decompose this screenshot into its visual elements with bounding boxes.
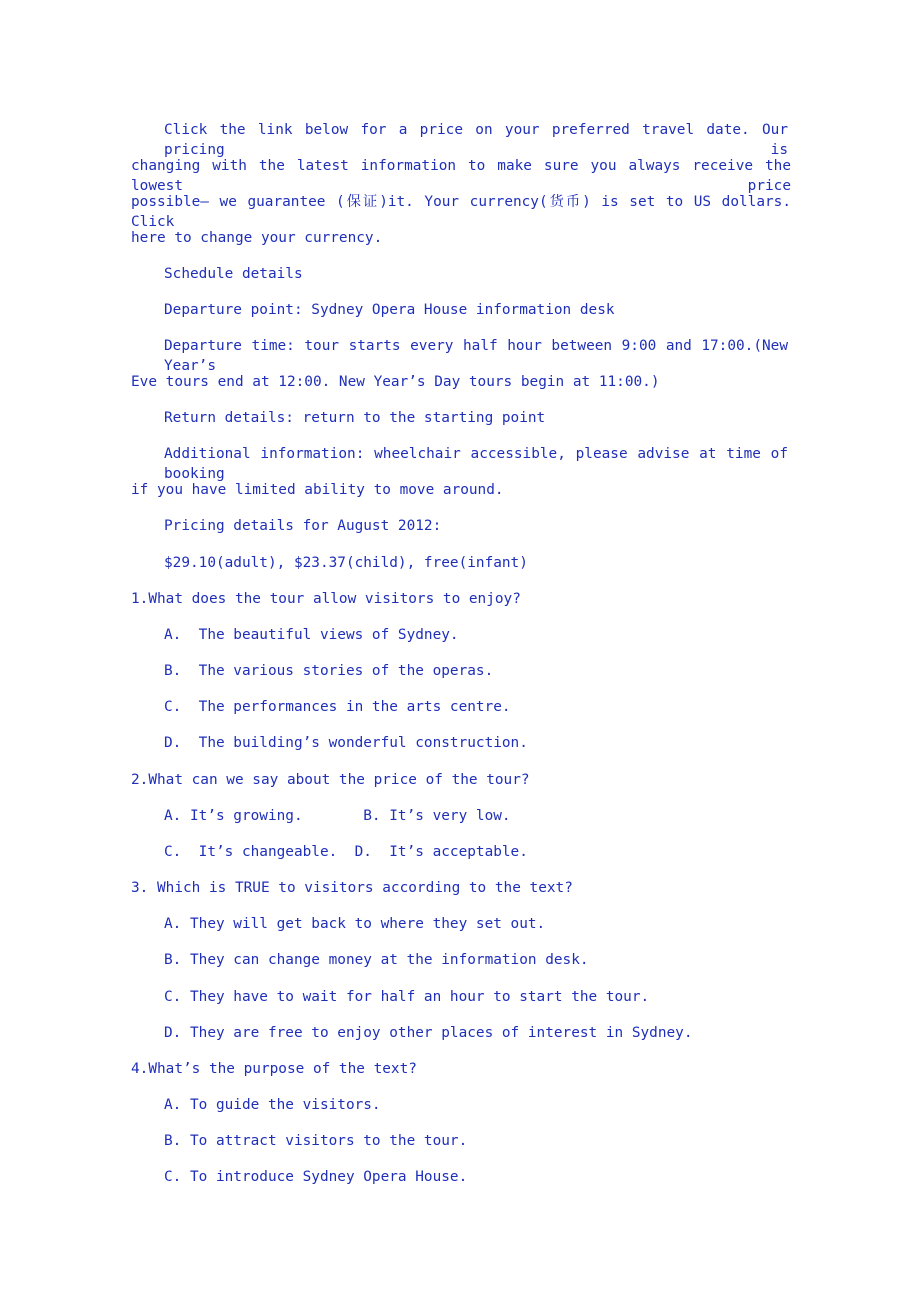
pricing-heading: Pricing details for August 2012:: [164, 518, 442, 534]
question-3-option-c: C. They have to wait for half an hour to start the tour.: [164, 989, 650, 1005]
intro-line-3: possible— we guarantee (保证)it. Your currency(货币) is set to US dollars. Click: [131, 194, 791, 230]
departure-point: Departure point: Sydney Opera House information desk: [164, 302, 615, 318]
additional-info-line-2: if you have limited ability to move around.: [131, 482, 504, 498]
return-details: Return details: return to the starting point: [164, 410, 546, 426]
question-4-option-b: B. To attract visitors to the tour.: [164, 1133, 468, 1149]
question-3-option-a: A. They will get back to where they set out.: [164, 916, 546, 932]
schedule-heading: Schedule details: [164, 266, 303, 282]
pricing-values: $29.10(adult), $23.37(child), free(infant): [164, 555, 528, 571]
intro-line-1: Click the link below for a price on your preferred travel date. Our pricing is: [164, 122, 788, 158]
departure-time-line-2: Eve tours end at 12:00. New Year’s Day tours begin at 11:00.): [131, 374, 660, 390]
question-1-option-c: C. The performances in the arts centre.: [164, 699, 511, 715]
question-3-stem: 3. Which is TRUE to visitors according to the text?: [131, 880, 573, 896]
question-1-option-a: A. The beautiful views of Sydney.: [164, 627, 459, 643]
question-2-options-a-b: A. It’s growing. B. It’s very low.: [164, 808, 511, 824]
question-4-option-a: A. To guide the visitors.: [164, 1097, 381, 1113]
intro-line-4: here to change your currency.: [131, 230, 383, 246]
intro-line-2: changing with the latest information to make sure you always receive the lowest price: [131, 158, 791, 194]
question-1-option-b: B. The various stories of the operas.: [164, 663, 494, 679]
question-2-options-c-d: C. It’s changeable. D. It’s acceptable.: [164, 844, 528, 860]
question-2-stem: 2.What can we say about the price of the tour?: [131, 772, 530, 788]
question-3-option-b: B. They can change money at the information desk.: [164, 952, 589, 968]
question-4-option-c: C. To introduce Sydney Opera House.: [164, 1169, 468, 1185]
question-1-stem: 1.What does the tour allow visitors to enjoy?: [131, 591, 521, 607]
question-3-option-d: D. They are free to enjoy other places of interest in Sydney.: [164, 1025, 693, 1041]
departure-time-line-1: Departure time: tour starts every half hour between 9:00 and 17:00.(New Year’s: [164, 338, 788, 374]
question-4-stem: 4.What’s the purpose of the text?: [131, 1061, 417, 1077]
additional-info-line-1: Additional information: wheelchair accessible, please advise at time of booking: [164, 446, 788, 482]
question-1-option-d: D. The building’s wonderful construction.: [164, 735, 528, 751]
